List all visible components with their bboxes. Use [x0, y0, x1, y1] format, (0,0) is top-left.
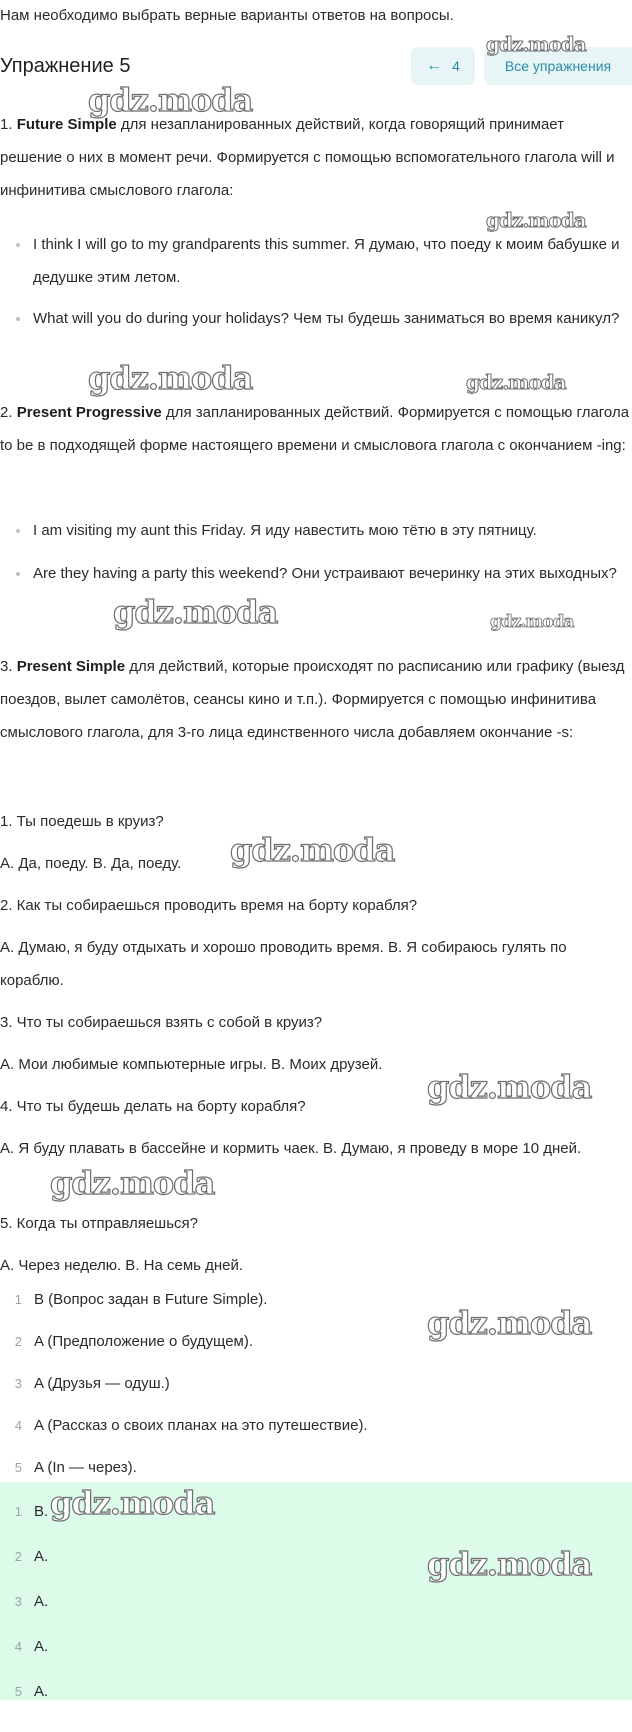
watermark: gdz.moda: [230, 831, 395, 869]
watermark: gdz.moda: [427, 1068, 592, 1106]
question-options: A. Через неделю. B. На семь дней.: [0, 1257, 244, 1274]
watermark: gdz.moda: [113, 593, 278, 631]
prev-exercise-button[interactable]: [411, 47, 475, 85]
question-options: A. Да, поеду. B. Да, поеду.: [0, 855, 182, 872]
section-text: для действий, которые происходят по расписанию или графику (выезд поездов, вылет самолётов, сеансы кино и т.п.). Формируется с помощью инфинитива смыслового глагола, для 3-го лица единственного числа добавляем окончание -s:: [0, 658, 625, 741]
example-item: Are they having a party this weekend? Они устраивают вечеринку на этих выходных?: [33, 557, 623, 590]
watermark: gdz.moda: [466, 370, 566, 394]
arrow-left-icon: ←: [426, 57, 443, 74]
question: 2. Как ты собираешься проводить время на борту корабля?: [0, 897, 418, 914]
section-3: [0, 650, 630, 749]
section-term: Future Simple: [16, 116, 117, 133]
question-options: A. Мои любимые компьютерные игры. B. Моих друзей.: [0, 1056, 383, 1073]
watermark: gdz.moda: [486, 32, 586, 56]
watermark: gdz.moda: [490, 612, 574, 632]
watermark: gdz.moda: [427, 1304, 592, 1342]
question: 5. Когда ты отправляешься?: [0, 1215, 198, 1232]
example-item: What will you do during your holidays? Чем ты будешь заниматься во время каникул?: [33, 302, 623, 335]
section-number: 1.: [0, 116, 13, 133]
section-number: 3.: [0, 658, 13, 675]
question: 1. Ты поедешь в круиз?: [0, 813, 164, 830]
content-fade: [0, 770, 632, 800]
section-text: для запланированных действий. Формируется с помощью глагола to be в подходящей форме настоящего времени и смысловога глагола с окончанием -ing:: [0, 404, 630, 454]
section-number: 2.: [0, 404, 13, 421]
explanation-item: 2 A (Предположение о будущем).: [14, 1333, 254, 1350]
explanation-item: 5 A (In — через).: [14, 1459, 137, 1476]
explanation-item: 3 A (Друзья — одуш.): [14, 1375, 170, 1392]
answer-item: 2 A.: [14, 1548, 49, 1565]
question-options: A. Я буду плавать в бассейне и кормить чаек. B. Думаю, я проведу в море 10 дней.: [0, 1140, 582, 1157]
section-2: [0, 396, 630, 462]
intro-text: Нам необходимо выбрать верные варианты ответов на вопросы.: [0, 7, 454, 24]
section-term: Present Simple: [16, 658, 126, 675]
example-item: I am visiting my aunt this Friday. Я иду навестить мою тётю в эту пятницу.: [33, 514, 623, 547]
answer-item: 1 B.: [14, 1503, 49, 1520]
answer-item: 4 A.: [14, 1638, 49, 1655]
section-text: для незапланированных действий, когда говорящий принимает решение о них в момент речи. Формируется с помощью вспомогательного глагола will и инфинитива смыслового глагола:: [0, 116, 615, 199]
section-1: [0, 108, 630, 207]
watermark: gdz.moda: [486, 208, 586, 232]
question-options: A. Думаю, я буду отдыхать и хорошо проводить время. B. Я собираюсь гулять по кораблю.: [0, 939, 567, 989]
answer-item: 5 A.: [14, 1683, 49, 1700]
answer-item: 3 A.: [14, 1593, 49, 1610]
section-term: Present Progressive: [16, 404, 162, 421]
watermark: gdz.moda: [50, 1164, 215, 1202]
watermark: gdz.moda: [88, 359, 253, 397]
watermark: gdz.moda: [427, 1545, 592, 1583]
explanation-item: 4 A (Рассказ о своих планах на это путешествие).: [14, 1417, 368, 1434]
question: 3. Что ты собираешься взять с собой в круиз?: [0, 1014, 323, 1031]
all-exercises-button[interactable]: Все упражнения: [484, 47, 632, 85]
watermark: gdz.moda: [88, 81, 253, 119]
example-item: I think I will go to my grandparents this summer. Я думаю, что поеду к моим бабушке и дедушке этим летом.: [33, 228, 623, 294]
explanation-item: 1 B (Вопрос задан в Future Simple).: [14, 1291, 268, 1308]
watermark: gdz.moda: [50, 1484, 215, 1522]
question: 4. Что ты будешь делать на борту корабля?: [0, 1098, 306, 1115]
prev-exercise-number: 4: [452, 58, 460, 74]
page-title: Упражнение 5: [0, 55, 131, 77]
